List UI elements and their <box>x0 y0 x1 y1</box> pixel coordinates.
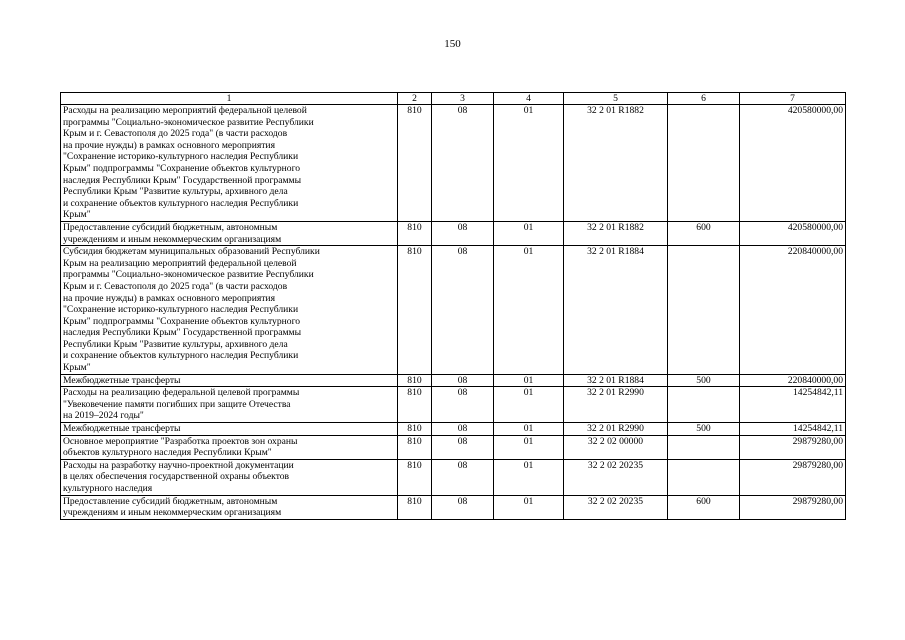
row-code-5: 32 2 02 20235 <box>564 459 668 495</box>
row-code-4: 01 <box>494 374 564 387</box>
row-code-4: 01 <box>494 387 564 423</box>
row-code-4: 01 <box>494 221 564 245</box>
table-row <box>61 374 846 387</box>
row-code-3: 08 <box>432 105 494 222</box>
table-row <box>61 105 846 222</box>
table-row <box>61 221 846 245</box>
row-code-6 <box>668 387 740 423</box>
row-code-5: 32 2 02 20235 <box>564 495 668 519</box>
row-code-2: 810 <box>398 495 432 519</box>
row-code-6: 600 <box>668 221 740 245</box>
row-code-3: 08 <box>432 459 494 495</box>
row-code-5: 32 2 02 00000 <box>564 435 668 459</box>
table-row <box>61 435 846 459</box>
row-code-4: 01 <box>494 435 564 459</box>
row-code-6: 600 <box>668 495 740 519</box>
row-amount: 29879280,00 <box>740 459 846 495</box>
row-code-3: 08 <box>432 221 494 245</box>
table-row <box>61 246 846 375</box>
row-amount: 29879280,00 <box>740 495 846 519</box>
row-description: Предоставление субсидий бюджетным, автономным учреждениям и иным некоммерческим организациям <box>61 221 398 245</box>
row-code-4: 01 <box>494 105 564 222</box>
row-code-6 <box>668 246 740 375</box>
row-code-4: 01 <box>494 495 564 519</box>
row-code-3: 08 <box>432 435 494 459</box>
row-code-4: 01 <box>494 459 564 495</box>
row-amount: 220840000,00 <box>740 246 846 375</box>
row-code-5: 32 2 01 R1882 <box>564 105 668 222</box>
row-code-3: 08 <box>432 387 494 423</box>
row-code-2: 810 <box>398 459 432 495</box>
row-amount: 14254842,11 <box>740 423 846 436</box>
column-header-4: 4 <box>494 93 564 105</box>
row-description: Расходы на реализацию мероприятий федеральной целевой программы "Социально-экономическое развитие Республики Крым и г. Севастополя до 2025 года" (в части расходов на прочие нужды) в рамках основного мероприятия "Сохранение историко-культурного наследия Республики Крым" подпрограммы "Сохранение объектов культурного наследия Республики Крым" Государственной программы Республики Крым "Развитие культуры, архивного дела и сохранение объектов культурного наследия Республики Крым" <box>61 105 398 222</box>
table-row <box>61 423 846 436</box>
row-amount: 220840000,00 <box>740 374 846 387</box>
row-amount: 29879280,00 <box>740 435 846 459</box>
row-amount: 420580000,00 <box>740 221 846 245</box>
table-row <box>61 495 846 519</box>
row-description: Расходы на реализацию федеральной целевой программы "Увековечение памяти погибших при защите Отечества на 2019–2024 годы" <box>61 387 398 423</box>
column-header-2: 2 <box>398 93 432 105</box>
row-code-2: 810 <box>398 246 432 375</box>
column-header-6: 6 <box>668 93 740 105</box>
table-row <box>61 459 846 495</box>
column-header-5: 5 <box>564 93 668 105</box>
page-number: 150 <box>444 38 461 50</box>
row-code-3: 08 <box>432 423 494 436</box>
row-amount: 14254842,11 <box>740 387 846 423</box>
row-code-5: 32 2 01 R1884 <box>564 246 668 375</box>
row-code-4: 01 <box>494 423 564 436</box>
row-code-4: 01 <box>494 246 564 375</box>
row-code-3: 08 <box>432 246 494 375</box>
row-amount: 420580000,00 <box>740 105 846 222</box>
row-code-3: 08 <box>432 374 494 387</box>
row-code-6 <box>668 435 740 459</box>
row-code-6: 500 <box>668 423 740 436</box>
row-description: Субсидия бюджетам муниципальных образований Республики Крым на реализацию мероприятий федеральной целевой программы "Социально-экономическое развитие Республики Крым и г. Севастополя до 2025 года" (в части расходов на прочие нужды) в рамках основного мероприятия "Сохранение историко-культурного наследия Республики Крым" подпрограммы "Сохранение объектов культурного наследия Республики Крым" Государственной программы Республики Крым "Развитие культуры, архивного дела и сохранение объектов культурного наследия Республики Крым" <box>61 246 398 375</box>
row-description: Предоставление субсидий бюджетным, автономным учреждениям и иным некоммерческим организациям <box>61 495 398 519</box>
row-code-3: 08 <box>432 495 494 519</box>
row-code-2: 810 <box>398 423 432 436</box>
row-code-6 <box>668 105 740 222</box>
row-code-5: 32 2 01 R2990 <box>564 387 668 423</box>
row-description: Расходы на разработку научно-проектной документации в целях обеспечения государственной охраны объектов культурного наследия <box>61 459 398 495</box>
column-header-3: 3 <box>432 93 494 105</box>
column-header-7: 7 <box>740 93 846 105</box>
table-header-row <box>61 93 846 105</box>
row-code-2: 810 <box>398 387 432 423</box>
row-code-5: 32 2 01 R1882 <box>564 221 668 245</box>
row-code-5: 32 2 01 R2990 <box>564 423 668 436</box>
row-code-2: 810 <box>398 435 432 459</box>
row-code-6 <box>668 459 740 495</box>
row-description: Межбюджетные трансферты <box>61 423 398 436</box>
budget-table <box>60 92 846 520</box>
row-code-2: 810 <box>398 105 432 222</box>
row-code-5: 32 2 01 R1884 <box>564 374 668 387</box>
row-code-6: 500 <box>668 374 740 387</box>
table-row <box>61 387 846 423</box>
row-code-2: 810 <box>398 374 432 387</box>
row-description: Основное мероприятие "Разработка проектов зон охраны объектов культурного наследия Республики Крым" <box>61 435 398 459</box>
row-description: Межбюджетные трансферты <box>61 374 398 387</box>
column-header-1: 1 <box>61 93 398 105</box>
row-code-2: 810 <box>398 221 432 245</box>
